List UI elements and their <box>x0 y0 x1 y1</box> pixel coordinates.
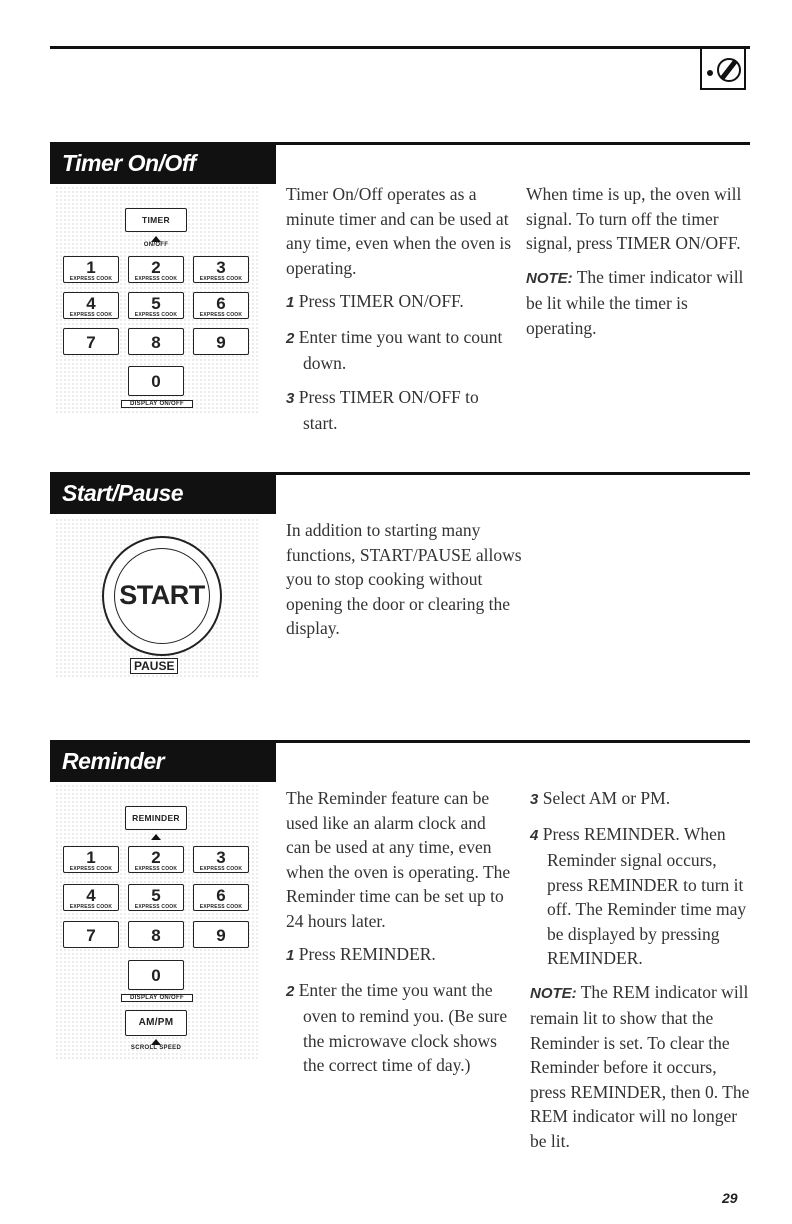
digit-label: 2 <box>151 258 161 277</box>
digit-label: 5 <box>151 886 161 905</box>
digit-key-0[interactable] <box>128 366 184 396</box>
digit-label: 0 <box>151 966 161 985</box>
reminder-keypad <box>55 784 260 1060</box>
start-section-title: Start/Pause <box>50 472 276 514</box>
digit-key-9[interactable] <box>193 328 249 355</box>
note-label: NOTE: <box>530 984 577 1002</box>
digit-label: 5 <box>151 294 161 313</box>
digit-key-3[interactable] <box>193 846 249 873</box>
digit-label: 9 <box>216 333 226 352</box>
reminder-step-1 <box>286 942 514 969</box>
digit-sublabel: EXPRESS COOK <box>69 904 113 910</box>
start-pause-graphic <box>55 518 260 678</box>
digit-key-9[interactable] <box>193 921 249 948</box>
digit-key-8[interactable] <box>128 328 184 355</box>
digit-label: 7 <box>86 926 96 945</box>
digit-key-6[interactable] <box>193 292 249 319</box>
digit-key-8[interactable] <box>128 921 184 948</box>
digit-label: 0 <box>151 372 161 391</box>
header-icon-box <box>700 46 746 90</box>
step-number: 3 <box>530 791 539 808</box>
digit-label: 2 <box>151 848 161 867</box>
step-text: Enter the time you want the oven to remind you. (Be sure the microwave clock shows the correct time of day.) <box>298 979 508 1075</box>
step-number: 1 <box>286 294 295 311</box>
reminder-step-3 <box>530 786 752 813</box>
timer-text-left <box>286 182 512 445</box>
digit-key-1[interactable] <box>63 256 119 283</box>
digit-label: 8 <box>151 926 161 945</box>
digit-label: 7 <box>86 333 96 352</box>
reminder-key-label: REMINDER <box>132 813 180 823</box>
timer-keypad <box>55 186 260 414</box>
digit-label: 6 <box>216 886 226 905</box>
step-number: 2 <box>286 329 295 347</box>
timer-step-1 <box>286 289 512 316</box>
timer-text-right <box>526 182 748 349</box>
step-text: Enter time you want to count down. <box>298 326 503 373</box>
digit-key-1[interactable] <box>63 846 119 873</box>
timer-key[interactable] <box>125 208 187 232</box>
timer-signal-text: When time is up, the oven will signal. To turn off the timer signal, press TIMER ON/OFF. <box>526 184 742 253</box>
digit-key-5[interactable] <box>128 292 184 319</box>
digit-sublabel: EXPRESS COOK <box>199 312 243 318</box>
step-text: Press TIMER ON/OFF to start. <box>298 386 479 433</box>
digit-sublabel: EXPRESS COOK <box>134 866 178 872</box>
timer-key-sublabel: ON/OFF <box>143 242 169 248</box>
digit-key-5[interactable] <box>128 884 184 911</box>
digit-label: 8 <box>151 333 161 352</box>
step-text: Press REMINDER. When Reminder signal occurs, press REMINDER to turn it off. The Reminder time may be displayed by pressing REMINDER. <box>542 823 747 968</box>
digit-sublabel: EXPRESS COOK <box>69 312 113 318</box>
digit-label: 1 <box>86 258 96 277</box>
digit-sublabel: EXPRESS COOK <box>199 276 243 282</box>
am-pm-key-label: AM/PM <box>138 1017 174 1028</box>
step-text: Press TIMER ON/OFF. <box>298 291 464 311</box>
step-number: 3 <box>286 389 295 407</box>
step-number: 2 <box>286 982 295 1000</box>
timer-note <box>526 265 748 341</box>
start-description: In addition to starting many functions, START/PAUSE allows you to stop cooking without opening the door or clearing the display. <box>286 520 522 638</box>
digit-key-4[interactable] <box>63 292 119 319</box>
digit-sublabel: EXPRESS COOK <box>69 866 113 872</box>
digit-label: 4 <box>86 294 96 313</box>
reminder-text-right <box>530 786 752 1162</box>
reminder-text-left <box>286 786 514 1087</box>
step-text: Press REMINDER. <box>298 944 436 964</box>
digit-key-7[interactable] <box>63 921 119 948</box>
note-text: The REM indicator will remain lit to show that the Reminder is set. To clear the Reminder before it occurs, press REMINDER, then 0. The REM indicator will no longer be lit. <box>530 981 750 1151</box>
digit-key-0[interactable] <box>128 960 184 990</box>
digit-key-7[interactable] <box>63 328 119 355</box>
digit-sublabel: EXPRESS COOK <box>134 312 178 318</box>
pencil-in-circle-icon <box>704 50 744 88</box>
digit-label: 3 <box>216 848 226 867</box>
start-button[interactable] <box>102 536 222 656</box>
step-number: 4 <box>530 826 539 844</box>
digit-sublabel: EXPRESS COOK <box>134 276 178 282</box>
note-label: NOTE: <box>526 269 573 287</box>
timer-intro: Timer On/Off operates as a minute timer and can be used at any time, even when the oven is operating. <box>286 184 512 278</box>
digit-label: 1 <box>86 848 96 867</box>
top-rule <box>50 46 750 49</box>
digit-sublabel: EXPRESS COOK <box>134 904 178 910</box>
reminder-step-4 <box>530 822 752 971</box>
timer-step-2 <box>286 325 512 376</box>
note-text: The timer indicator will be lit while the timer is operating. <box>526 266 744 338</box>
start-button-label: START <box>114 548 210 644</box>
reminder-intro: The Reminder feature can be used like an alarm clock and can be used at any time, even when the oven is operating. The Reminder time can be set up to 24 hours later. <box>286 788 511 931</box>
up-arrow-icon <box>151 834 161 840</box>
digit-label: 3 <box>216 258 226 277</box>
digit-key-3[interactable] <box>193 256 249 283</box>
timer-section-title: Timer On/Off <box>50 142 276 184</box>
digit-key-2[interactable] <box>128 846 184 873</box>
digit-key-6[interactable] <box>193 884 249 911</box>
step-number: 1 <box>286 947 295 964</box>
reminder-note <box>530 980 752 1154</box>
digit-label: 6 <box>216 294 226 313</box>
scroll-speed-label: SCROLL SPEED <box>130 1045 182 1051</box>
digit-label: 4 <box>86 886 96 905</box>
step-text: Select AM or PM. <box>542 788 671 808</box>
pause-label: PAUSE <box>130 658 178 674</box>
digit-key-4[interactable] <box>63 884 119 911</box>
am-pm-key[interactable] <box>125 1010 187 1036</box>
digit-label: 9 <box>216 926 226 945</box>
reminder-step-2 <box>286 978 514 1078</box>
digit-sublabel: EXPRESS COOK <box>199 904 243 910</box>
display-on-off-label: DISPLAY ON/OFF <box>121 400 193 408</box>
reminder-section-title: Reminder <box>50 740 276 782</box>
display-on-off-label: DISPLAY ON/OFF <box>121 994 193 1002</box>
digit-sublabel: EXPRESS COOK <box>199 866 243 872</box>
reminder-key[interactable] <box>125 806 187 830</box>
start-text <box>286 518 522 650</box>
digit-key-2[interactable] <box>128 256 184 283</box>
page-number: 29 <box>722 1190 738 1206</box>
timer-step-3 <box>286 385 512 436</box>
digit-sublabel: EXPRESS COOK <box>69 276 113 282</box>
timer-key-label: TIMER <box>142 215 170 225</box>
